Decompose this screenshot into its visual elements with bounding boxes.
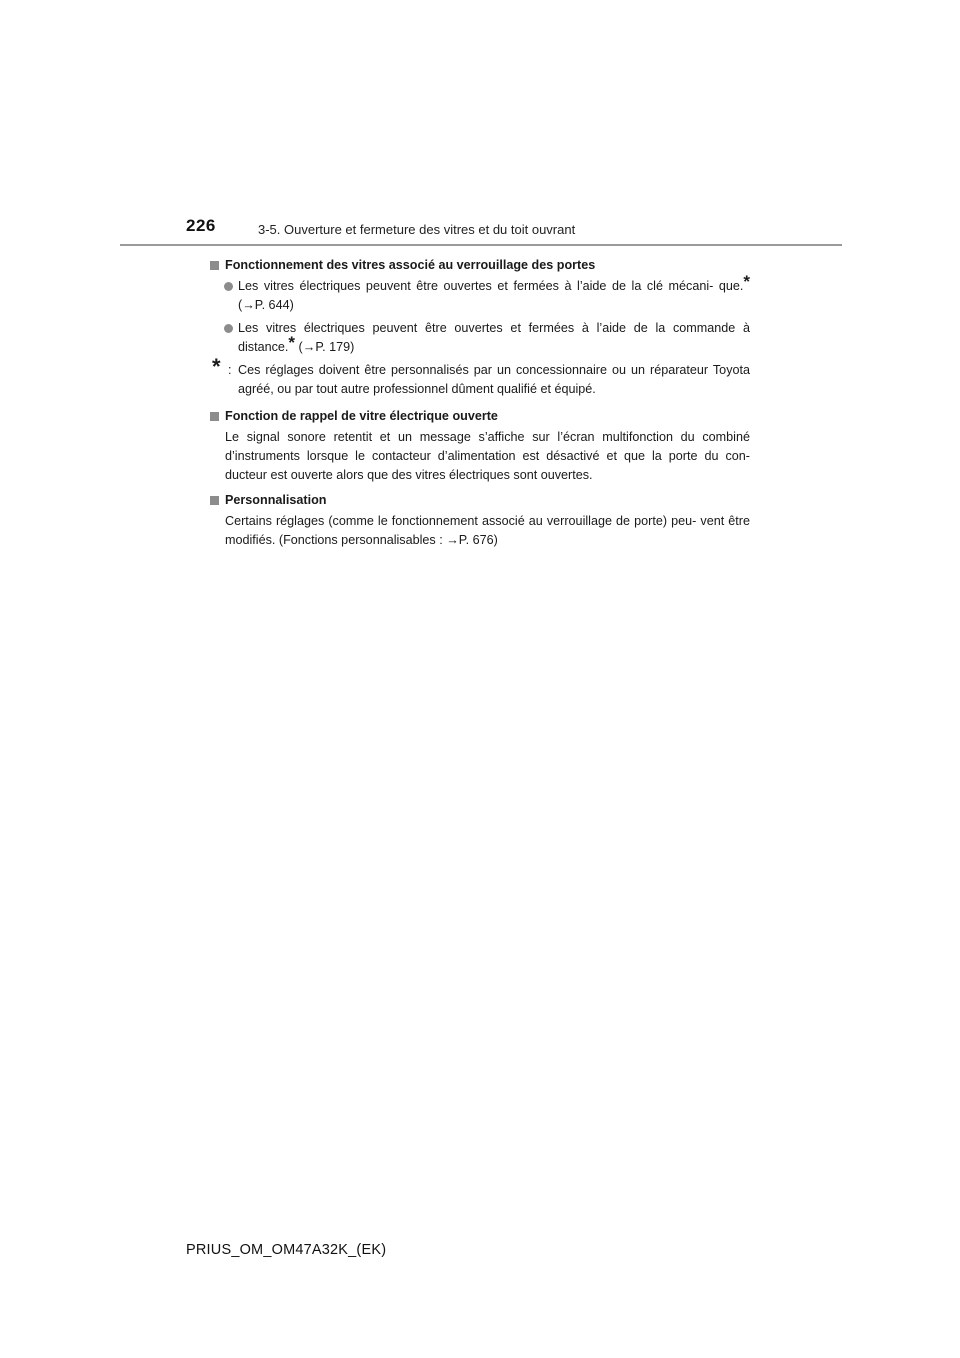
section-heading-text: Fonction de rappel de vitre électrique ouverte — [225, 409, 498, 423]
square-bullet-icon — [210, 496, 219, 505]
page-number: 226 — [186, 216, 216, 235]
asterisk-icon: * — [743, 272, 750, 291]
list-item-text: Les vitres électriques peuvent être ouvertes et fermées à l’aide de la commande à distance. — [238, 321, 750, 354]
section-open-window-reminder — [210, 407, 750, 485]
section-customization — [210, 491, 750, 550]
round-bullet-icon — [224, 324, 233, 333]
document-code-footer: PRIUS_OM_OM47A32K_(EK) — [186, 1242, 387, 1258]
section-heading — [210, 256, 750, 275]
page-reference-link[interactable]: (→P. 179) — [295, 340, 355, 354]
section-door-lock-linked-windows — [210, 256, 750, 399]
list-item-text: Les vitres électriques peuvent être ouvertes et fermées à l’aide de la clé mécani- que. — [238, 279, 744, 293]
footnote — [210, 354, 750, 399]
asterisk-icon: * — [212, 354, 221, 379]
section-heading-text: Personnalisation — [225, 493, 327, 507]
header-divider — [120, 244, 842, 246]
list-item — [210, 319, 750, 357]
square-bullet-icon — [210, 261, 219, 270]
list-item — [210, 272, 750, 315]
round-bullet-icon — [224, 282, 233, 291]
footnote-colon: : — [228, 363, 232, 377]
page-reference-link[interactable]: (→P. 644) — [238, 298, 294, 312]
chapter-title: 3-5. Ouverture et fermeture des vitres et du toit ouvrant — [258, 222, 576, 237]
section-heading — [210, 491, 750, 510]
footnote-text: Ces réglages doivent être personnalisés par un concessionnaire ou un réparateur Toyota agréé, ou par tout autre professionnel dûment qualifié et équipé. — [238, 363, 750, 396]
square-bullet-icon — [210, 412, 219, 421]
section-heading — [210, 407, 750, 426]
section-heading-text: Fonctionnement des vitres associé au verrouillage des portes — [225, 258, 596, 272]
section-body-text: Certains réglages (comme le fonctionnement associé au verrouillage de porte) peu- vent être modifiés. (Fonctions personnalisables : →P. 676) — [225, 514, 750, 547]
section-body-text: Le signal sonore retentit et un message s’affiche sur l’écran multifonction du combiné d’instruments lorsque le contacteur d’alimentation est désactivé et que la porte du con- ducteur est ouverte alors que des vitres électriques sont ouvertes. — [225, 430, 750, 482]
asterisk-icon: * — [288, 333, 296, 352]
page-content — [210, 256, 750, 556]
